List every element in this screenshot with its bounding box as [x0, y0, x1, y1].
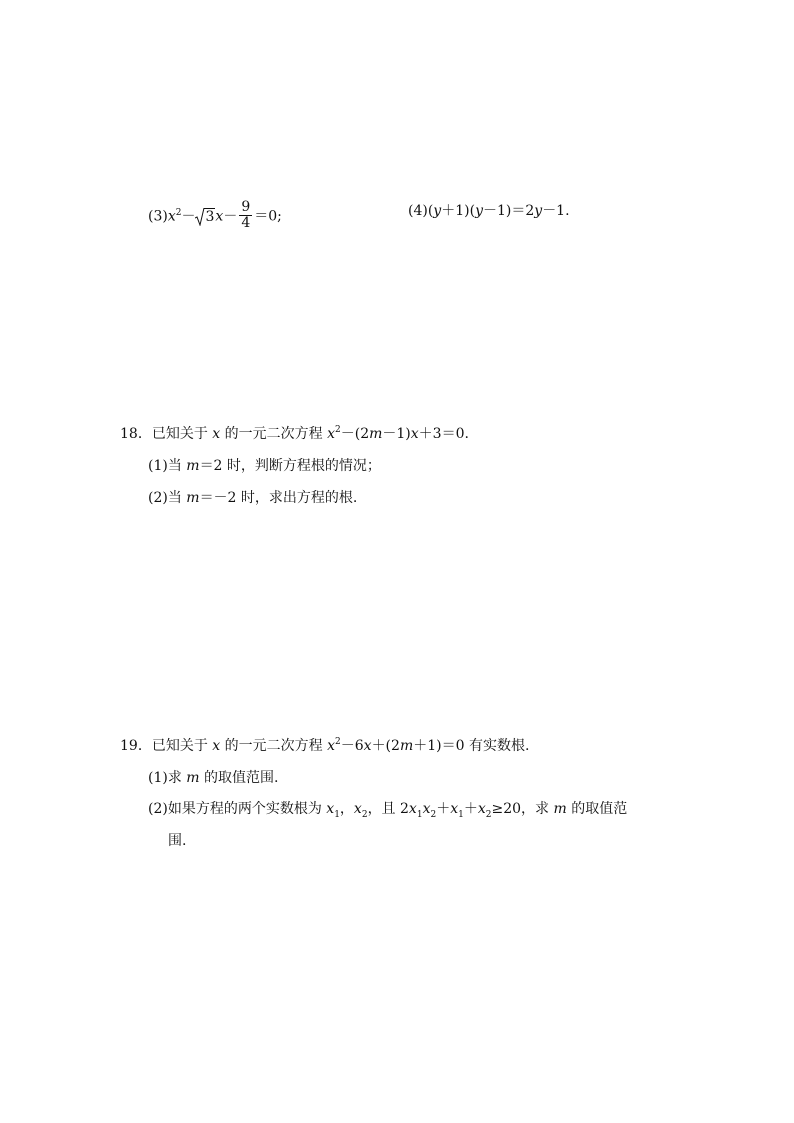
q17-part3-tail: ＝0;: [254, 208, 282, 225]
q17-part4-text: －1.: [542, 203, 570, 219]
var-x: x: [477, 801, 486, 817]
sub-text: ≥20，求: [491, 801, 554, 817]
var-m: m: [186, 458, 200, 474]
sub-text: ＋: [436, 801, 451, 817]
var-x: x: [410, 426, 419, 442]
sub-text: ，且 2: [367, 801, 409, 817]
var-y: y: [534, 203, 543, 219]
stem-text: ＋3＝0.: [418, 426, 469, 442]
q17-part4: [408, 201, 570, 221]
q17-part3: [148, 201, 282, 232]
subscript: 1: [416, 810, 423, 820]
fraction-denominator: 4: [241, 215, 251, 231]
stem-text: －6: [340, 738, 364, 754]
var-x: x: [422, 801, 431, 817]
question-number: 18．: [120, 426, 152, 442]
q17-part3-label: (3): [148, 208, 168, 225]
q17-part3-minus1: －: [181, 208, 196, 225]
sqrt-symbol: [195, 207, 215, 227]
var-m: m: [553, 801, 567, 817]
q19-sub2-continuation: 围.: [168, 833, 187, 849]
q17-part3-exponent: 2: [175, 207, 182, 218]
var-y: y: [475, 203, 483, 219]
q18-sub1: [148, 456, 381, 476]
stem-text: －1): [382, 426, 411, 442]
subscript: 1: [458, 810, 464, 820]
sub-text: ，: [339, 801, 354, 817]
var-m: m: [186, 770, 200, 786]
q19-sub1: [148, 768, 278, 788]
q17-part4-text: －1)＝2: [482, 203, 535, 219]
q17-part3-var: x: [167, 208, 176, 225]
sub-text: ＝2 时，判断方程根的情况；: [199, 458, 381, 474]
var-y: y: [433, 203, 442, 219]
stem-text: 已知关于: [151, 738, 213, 754]
stem-text: ＋1)＝0 有实数根.: [413, 738, 530, 754]
var-x: x: [326, 801, 335, 817]
q17-part3-fraction: [239, 200, 252, 231]
subscript: 1: [334, 810, 340, 820]
var-x: x: [212, 426, 221, 442]
q19-sub2: [148, 799, 627, 821]
var-x: x: [408, 801, 417, 817]
stem-text: ＋(2: [371, 738, 400, 754]
q17-part3-minus2: －: [223, 208, 238, 225]
stem-text: 的一元二次方程: [220, 426, 328, 442]
exponent: 2: [335, 737, 341, 747]
var-x: x: [363, 738, 372, 754]
q17-part4-text: ＋1)(: [441, 203, 476, 219]
exponent: 2: [335, 425, 341, 435]
var-x: x: [450, 801, 459, 817]
subscript: 2: [485, 810, 492, 820]
var-x: x: [353, 801, 362, 817]
sub-text: (2)如果方程的两个实数根为: [148, 801, 327, 817]
var-m: m: [369, 426, 383, 442]
sub-text: (2)当: [148, 490, 187, 506]
sub-text: 的取值范围.: [199, 770, 279, 786]
stem-text: 已知关于: [151, 426, 213, 442]
sub-text: ＋: [463, 801, 478, 817]
var-x: x: [327, 426, 335, 442]
sub-text: 的取值范: [566, 801, 628, 817]
subscript: 2: [430, 810, 437, 820]
var-x: x: [327, 738, 335, 754]
q18-stem: [120, 424, 469, 446]
stem-text: 的一元二次方程: [220, 738, 328, 754]
q18-sub2: [148, 488, 357, 508]
q17-part3-var2: x: [215, 208, 224, 225]
question-number: 19．: [120, 738, 152, 754]
q19-stem: [120, 736, 529, 758]
q17-part4-label: (4)(: [408, 203, 434, 219]
q17-part3-radicand: 3: [205, 208, 215, 225]
var-m: m: [186, 490, 200, 506]
var-m: m: [399, 738, 414, 754]
var-x: x: [212, 738, 221, 754]
sub-text: ＝－2 时，求出方程的根.: [199, 490, 358, 506]
sub-text: (1)当: [148, 458, 187, 474]
fraction-numerator: 9: [241, 199, 251, 215]
sub-text: (1)求: [148, 770, 187, 786]
subscript: 2: [361, 810, 368, 820]
stem-text: －(2: [340, 426, 370, 442]
